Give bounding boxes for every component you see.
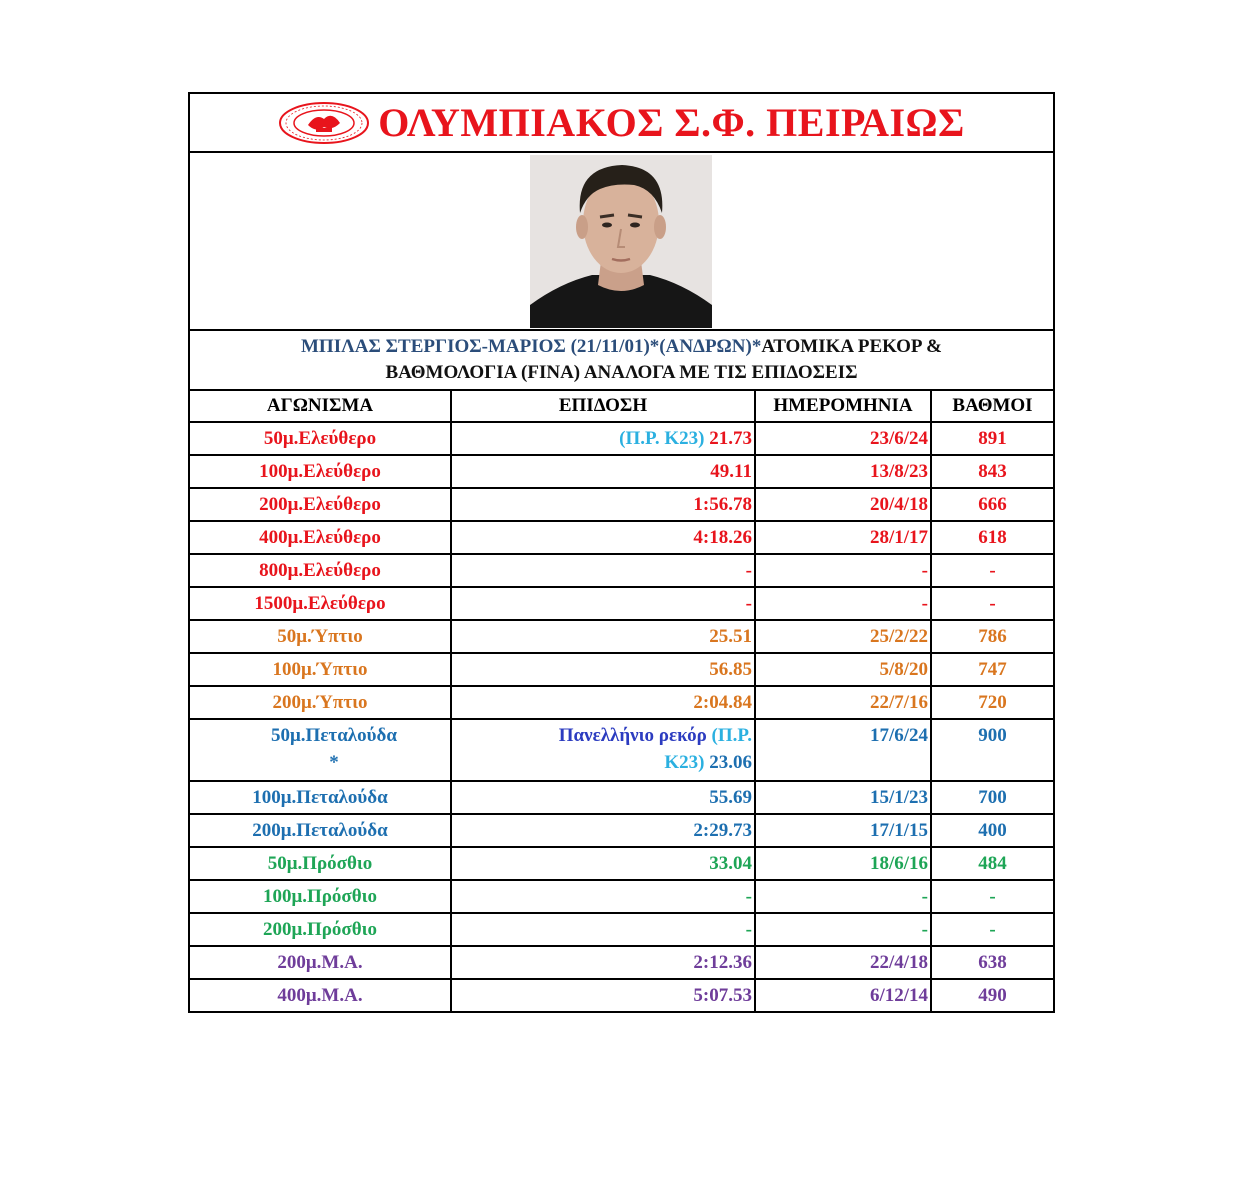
photo-row [190,153,1053,331]
points-cell: 638 [931,946,1053,979]
points-cell: - [931,554,1053,587]
time-cell: 56.85 [451,653,755,686]
table-row [190,554,1053,587]
event-cell: 100μ.Πεταλούδα [190,781,451,814]
time-cell: 2:12.36 [451,946,755,979]
event-cell: 200μ.Μ.Α. [190,946,451,979]
event-cell: 100μ.Πρόσθιο [190,880,451,913]
date-cell: 6/12/14 [755,979,931,1011]
event-cell: 200μ.Ελεύθερο [190,488,451,521]
points-cell: 747 [931,653,1053,686]
date-cell: 18/6/16 [755,847,931,880]
points-cell: 900 [931,719,1053,781]
points-cell: 400 [931,814,1053,847]
points-cell: 666 [931,488,1053,521]
table-row [190,620,1053,653]
date-cell: 22/7/16 [755,686,931,719]
table-row [190,880,1053,913]
event-cell [190,719,451,781]
event-cell: 100μ.Ελεύθερο [190,455,451,488]
club-title: ΟΛΥΜΠΙΑΚΟΣ Σ.Φ. ΠΕΙΡΑΙΩΣ [378,100,965,145]
athlete-info: ΜΠΙΛΑΣ ΣΤΕΡΓΙΟΣ-ΜΑΡΙΟΣ (21/11/01)*(ΑΝΔΡΩΝ)* [301,336,762,357]
points-cell: 786 [931,620,1053,653]
records-table [190,391,1053,1011]
table-row [190,455,1053,488]
records-sheet [188,92,1055,1013]
points-cell: 490 [931,979,1053,1011]
table-row [190,686,1053,719]
date-cell: 15/1/23 [755,781,931,814]
record-label: Πανελλήνιο ρεκόρ [558,725,712,746]
time-cell: 2:29.73 [451,814,755,847]
table-row [190,913,1053,946]
title-row [190,94,1053,153]
points-cell: - [931,880,1053,913]
date-cell: 25/2/22 [755,620,931,653]
points-cell: - [931,913,1053,946]
date-cell: 17/6/24 [755,719,931,781]
event-cell: 50μ.Πρόσθιο [190,847,451,880]
time-cell: 1:56.78 [451,488,755,521]
event-cell: 50μ.Ύπτιο [190,620,451,653]
event-cell: 800μ.Ελεύθερο [190,554,451,587]
date-cell: - [755,913,931,946]
time-cell: 55.69 [451,781,755,814]
time-cell: 4:18.26 [451,521,755,554]
date-cell: - [755,554,931,587]
date-cell: 5/8/20 [755,653,931,686]
table-row [190,781,1053,814]
time-cell [451,422,755,455]
table-row [190,979,1053,1011]
table-row [190,488,1053,521]
column-header-points: ΒΑΘΜΟΙ [931,391,1053,422]
date-cell: 17/1/15 [755,814,931,847]
table-row [190,422,1053,455]
date-cell: 22/4/18 [755,946,931,979]
date-cell: - [755,587,931,620]
time-cell: - [451,587,755,620]
club-logo-icon [278,101,370,145]
time-cell: 49.11 [451,455,755,488]
table-row [190,847,1053,880]
time-cell: - [451,913,755,946]
event-cell: 400μ.Μ.Α. [190,979,451,1011]
event-cell: 50μ.Ελεύθερο [190,422,451,455]
column-header-event: ΑΓΩΝΙΣΜΑ [190,391,451,422]
time-value: 23.06 [709,752,752,773]
date-cell: 28/1/17 [755,521,931,554]
date-cell: 20/4/18 [755,488,931,521]
time-cell: 5:07.53 [451,979,755,1011]
date-cell: - [755,880,931,913]
column-header-time: ΕΠΙΔΟΣΗ [451,391,755,422]
time-cell: 25.51 [451,620,755,653]
event-cell: 1500μ.Ελεύθερο [190,587,451,620]
table-row [190,814,1053,847]
event-cell: 200μ.Πρόσθιο [190,913,451,946]
time-cell [451,719,755,781]
points-cell: 484 [931,847,1053,880]
event-cell: 200μ.Πεταλούδα [190,814,451,847]
event-cell: 200μ.Ύπτιο [190,686,451,719]
event-mark: * [329,752,339,773]
points-cell: - [931,587,1053,620]
points-cell: 891 [978,427,1007,449]
table-row [190,719,1053,781]
table-row [190,946,1053,979]
records-heading [190,331,1053,391]
table-row [190,653,1053,686]
heading-title: ΑΤΟΜΙΚΑ ΡΕΚΟΡ & [761,336,942,357]
record-note-continued: Κ23) [664,752,710,773]
time-value: 21.73 [709,427,752,449]
points-cell: 618 [931,521,1053,554]
table-row [190,521,1053,554]
time-cell: - [451,880,755,913]
athlete-photo [530,155,712,328]
table-row [190,587,1053,620]
heading-title-line2: ΒΑΘΜΟΛΟΓΙΑ (FINA) ΑΝΑΛΟΓΑ ΜΕ ΤΙΣ ΕΠΙΔΟΣΕΙΣ [385,362,858,383]
date-cell: 23/6/24 [755,422,931,455]
points-cell: 700 [931,781,1053,814]
time-cell: 33.04 [451,847,755,880]
points-cell: 843 [931,455,1053,488]
points-cell: 720 [931,686,1053,719]
time-cell: 2:04.84 [451,686,755,719]
date-cell: 13/8/23 [755,455,931,488]
event-name: 50μ.Πεταλούδα [271,725,397,746]
time-cell: - [451,554,755,587]
table-header-row [190,391,1053,422]
event-cell: 100μ.Ύπτιο [190,653,451,686]
column-header-date: ΗΜΕΡΟΜΗΝΙΑ [755,391,931,422]
record-note: (Π.Ρ. [711,725,752,746]
event-cell: 400μ.Ελεύθερο [190,521,451,554]
record-note: (Π.Ρ. Κ23) [619,427,710,449]
